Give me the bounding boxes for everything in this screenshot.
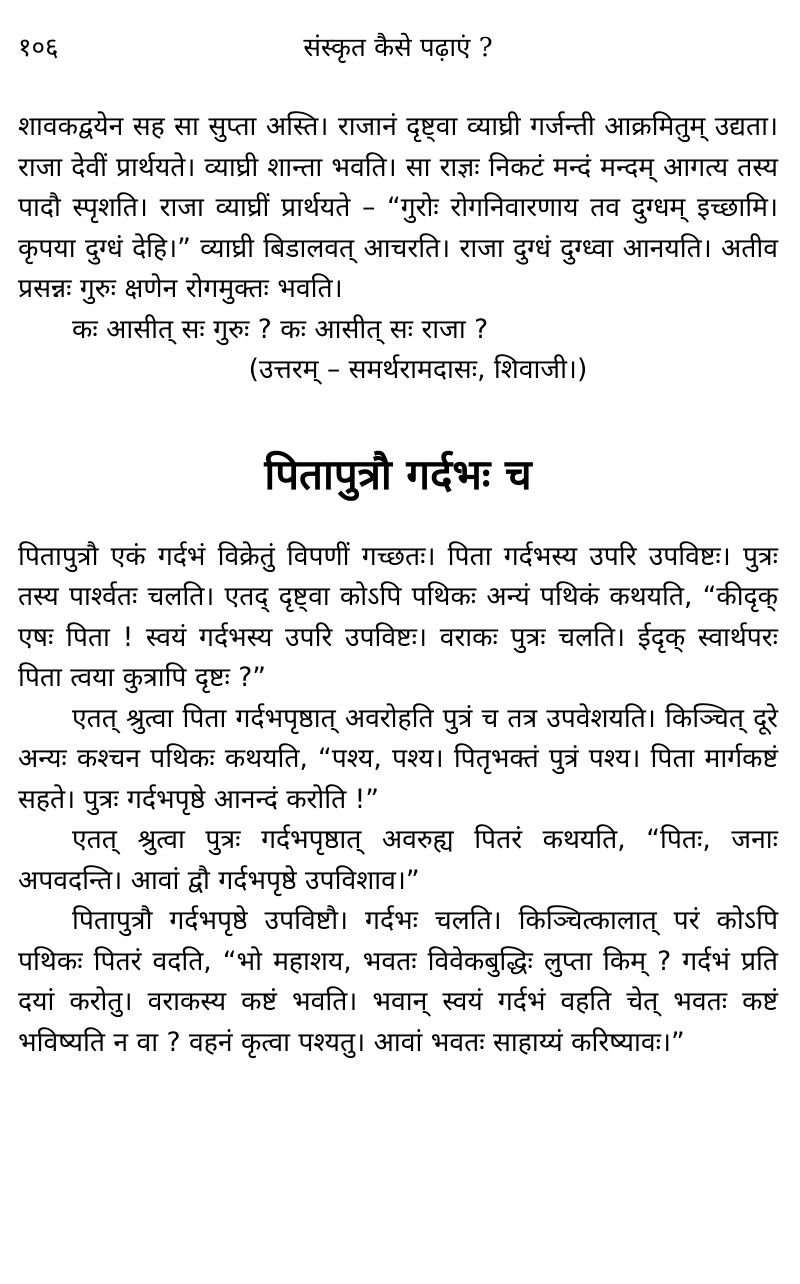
page-number: १०६ [18, 33, 59, 63]
story-body [18, 537, 778, 1064]
story-paragraph: एतत् श्रुत्वा पुत्रः गर्दभपृष्ठात् अवरुह्य पितरं कथयति, “पितः, जनाः अपवदन्ति। आवां द्वौ गर्दभपृष्ठे उपविशाव।” [18, 824, 778, 896]
question-line: कः आसीत् सः गुरुः ? कः आसीत् सः राजा ? [72, 313, 489, 345]
answer-line: (उत्तरम् – समर्थरामदासः, शिवाजी।) [248, 354, 588, 385]
story-paragraph: पितापुत्रौ गर्दभपृष्ठे उपविष्टौ। गर्दभः चलति। किञ्चित्कालात् परं कोऽपि पथिकः पितरं वदति, “भो महाशय, भवतः विवेकबुद्धिः लुप्ता किम् ? गर्दभं प्रति दयां करोतु। वराकस्य कष्टं भवति। भवान् स्वयं गर्दभं वहति चेत् भवतः कष्टं भविष्यति न वा ? वहनं कृत्वा पश्यतु। आवां भवतः साहाय्यं करिष्यावः।” [18, 905, 778, 1058]
running-head [18, 0, 778, 70]
previous-story-paragraph: शावकद्वयेन सह सा सुप्ता अस्ति। राजानं दृष्ट्वा व्याघ्री गर्जन्ती आक्रमितुम् उद्यता। राजा देवीं प्रार्थयते। व्याघ्री शान्ता भवति। सा राज्ञः निकटं मन्दं मन्दम् आगत्य तस्य पादौ स्पृशति। राजा व्याघ्रीं प्रार्थयते – “गुरोः रोगनिवारणाय तव दुग्धम् इच्छामि। कृपया दुग्धं देहि।” व्याघ्री बिडालवत् आचरति। राजा दुग्धं दुग्ध्वा आनयति। अतीव प्रसन्नः गुरुः क्षणेन रोगमुक्तः भवति। [18, 111, 778, 304]
story-title: पितापुत्रौ गर्दभः च [264, 449, 532, 499]
running-title: संस्कृत कैसे पढ़ाएं ? [303, 33, 493, 63]
story-paragraph: पितापुत्रौ एकं गर्दभं विक्रेतुं विपणीं गच्छतः। पिता गर्दभस्य उपरि उपविष्टः। पुत्रः तस्य पार्श्वतः चलति। एतद् दृष्ट्वा कोऽपि पथिकः अन्यं पथिकं कथयति, “कीदृक् एषः पिता ! स्वयं गर्दभस्य उपरि उपविष्टः। वराकः पुत्रः चलति। ईदृक् स्वार्थपरः पिता त्वया कुत्रापि दृष्टः ?” [18, 540, 778, 693]
story-paragraph: एतत् श्रुत्वा पिता गर्दभपृष्ठात् अवरोहति पुत्रं च तत्र उपवेशयति। किञ्चित् दूरे अन्यः कश्चन पथिकः कथयति, “पश्य, पश्य। पितृभक्तं पुत्रं पश्य। पिता मार्गकष्टं सहते। पुत्रः गर्दभपृष्ठे आनन्दं करोति !” [18, 702, 778, 815]
previous-story-ending [18, 107, 778, 391]
